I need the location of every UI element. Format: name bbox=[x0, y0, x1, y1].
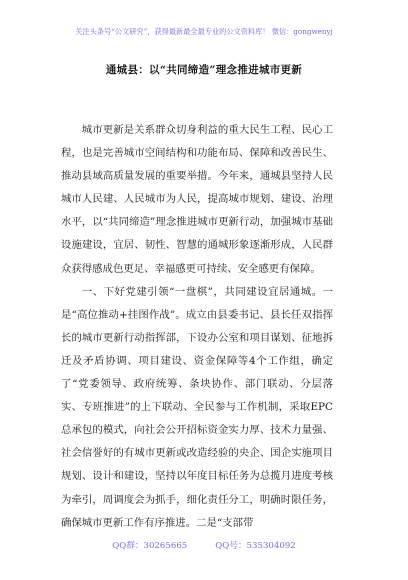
footer-qq-group: QQ群：30265665 bbox=[112, 541, 188, 551]
footer-contact-banner bbox=[0, 540, 408, 552]
header-promo-banner: 关注头条号“公文研究”，获得最新最全最专业的公文资料库！ 微信：gongwenyj bbox=[75, 27, 333, 36]
body-paragraph-intro: 城市更新是关系群众切身利益的重大民生工程、民心工程，也是完善城市空间结构和功能布局、保障和改善民生、推动县域高质量发展的重要举措。今年来，通城县坚持人民城市人民建、人民城市为人民，提高城市规划、建设、治理水平，以“共同缔造”理念推进城市更新行动，加强城市基础设施建设，宜居、韧性、智慧的通城形象逐渐形成，人民群众获得感成色更足、幸福感更可持续、安全感更有保障。 bbox=[61, 124, 333, 275]
footer-qq-number: QQ号：535304092 bbox=[215, 541, 296, 551]
body-paragraph-section-one: 一、下好党建引领“一盘棋”，共同建设宜居通城。一是“高位推动+挂图作战”。成立由县委书记、县长任双指挥长的城市更新行动指挥部，下设办公室和项目谋划、征地拆迁及矛盾协调、项目建设、资金保障等4个工作组，确定了“党委领导、政府统筹、条块协作、部门联动、分层落实、专班推进”的上下联动、全民参与工作机制，采取EPC总承包的模式，向社会公开招标资金实力厚、技术力量强、社会信誉好的有城市更新或改造经验的央企、国企实施项目规划、设计和建设，坚持以年度目标任务为总揽月进度考核为牵引，周调度会为抓手，细化责任分工，明确时限任务，确保城市更新工作有序推进。二是“支部带 bbox=[61, 285, 333, 529]
document-body bbox=[61, 119, 333, 535]
document-title: 通城县：以“共同缔造”理念推进城市更新 bbox=[105, 64, 303, 76]
